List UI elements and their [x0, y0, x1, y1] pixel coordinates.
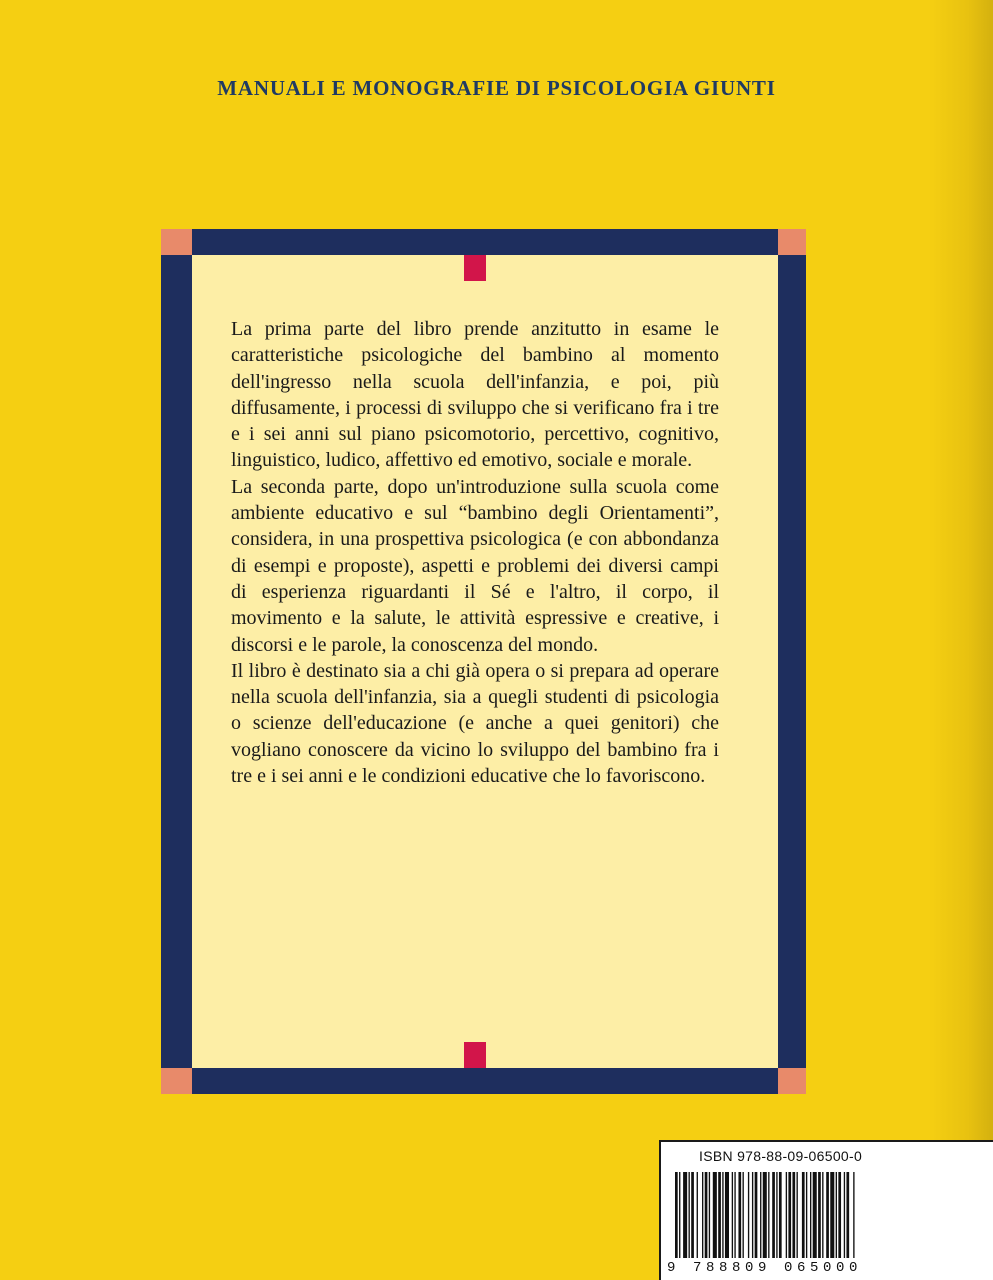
frame-corner-top-right [778, 229, 806, 255]
frame-corner-top-left [161, 229, 192, 255]
blurb-paragraph: La prima parte del libro prende anzitutto in esame le caratteristiche psicologiche del bambino al momento dell'ingresso nella scuola dell'infanzia, e poi, più diffusamente, i processi di sviluppo che si verificano fra i tre e i sei anni sul piano psicomotorio, percettivo, cognitivo, linguistico, ludico, affettivo ed emotivo, sociale e morale. [231, 318, 719, 472]
spine-shadow [929, 0, 993, 1280]
frame-left-bar [161, 255, 192, 1068]
blurb-paragraph: Il libro è destinato sia a chi già opera o si prepara ad operare nella scuola dell'infanzia, sia a quegli studenti di psicologia o scienze dell'educazione (e anche a quei genitori) che vogliano conoscere da vicino lo sviluppo del bambino fra i tre e i sei anni e le condizioni educative che lo favoriscono. [231, 659, 719, 788]
frame-right-bar [778, 255, 806, 1068]
frame-corner-bottom-right [778, 1068, 806, 1094]
frame-bottom-bar [192, 1068, 778, 1094]
blurb-paragraph: La seconda parte, dopo un'introduzione sulla scuola come ambiente educativo e sul “bambino degli Orientamenti”, considera, in una prospettiva psicologica (e con abbondanza di esempi e proposte), aspetti e problemi dei diversi campi di esperienza riguardanti il Sé e l'altro, il corpo, il movimento e la salute, le attività espressive e creative, i discorsi e le parole, la conoscenza del mondo. [231, 475, 719, 656]
panel-marker-bottom [464, 1042, 486, 1068]
blurb-text [231, 316, 719, 789]
barcode-graphic [671, 1172, 981, 1266]
frame-top-bar [192, 229, 778, 255]
isbn-barcode-box [659, 1140, 993, 1280]
isbn-number: ISBN 978-88-09-06500-0 [699, 1148, 863, 1164]
panel-marker-top [464, 255, 486, 281]
barcode-digits: 9 788809 065000 [667, 1260, 863, 1276]
frame-corner-bottom-left [161, 1068, 192, 1094]
series-title: MANUALI E MONOGRAFIE DI PSICOLOGIA GIUNTI [217, 76, 776, 100]
